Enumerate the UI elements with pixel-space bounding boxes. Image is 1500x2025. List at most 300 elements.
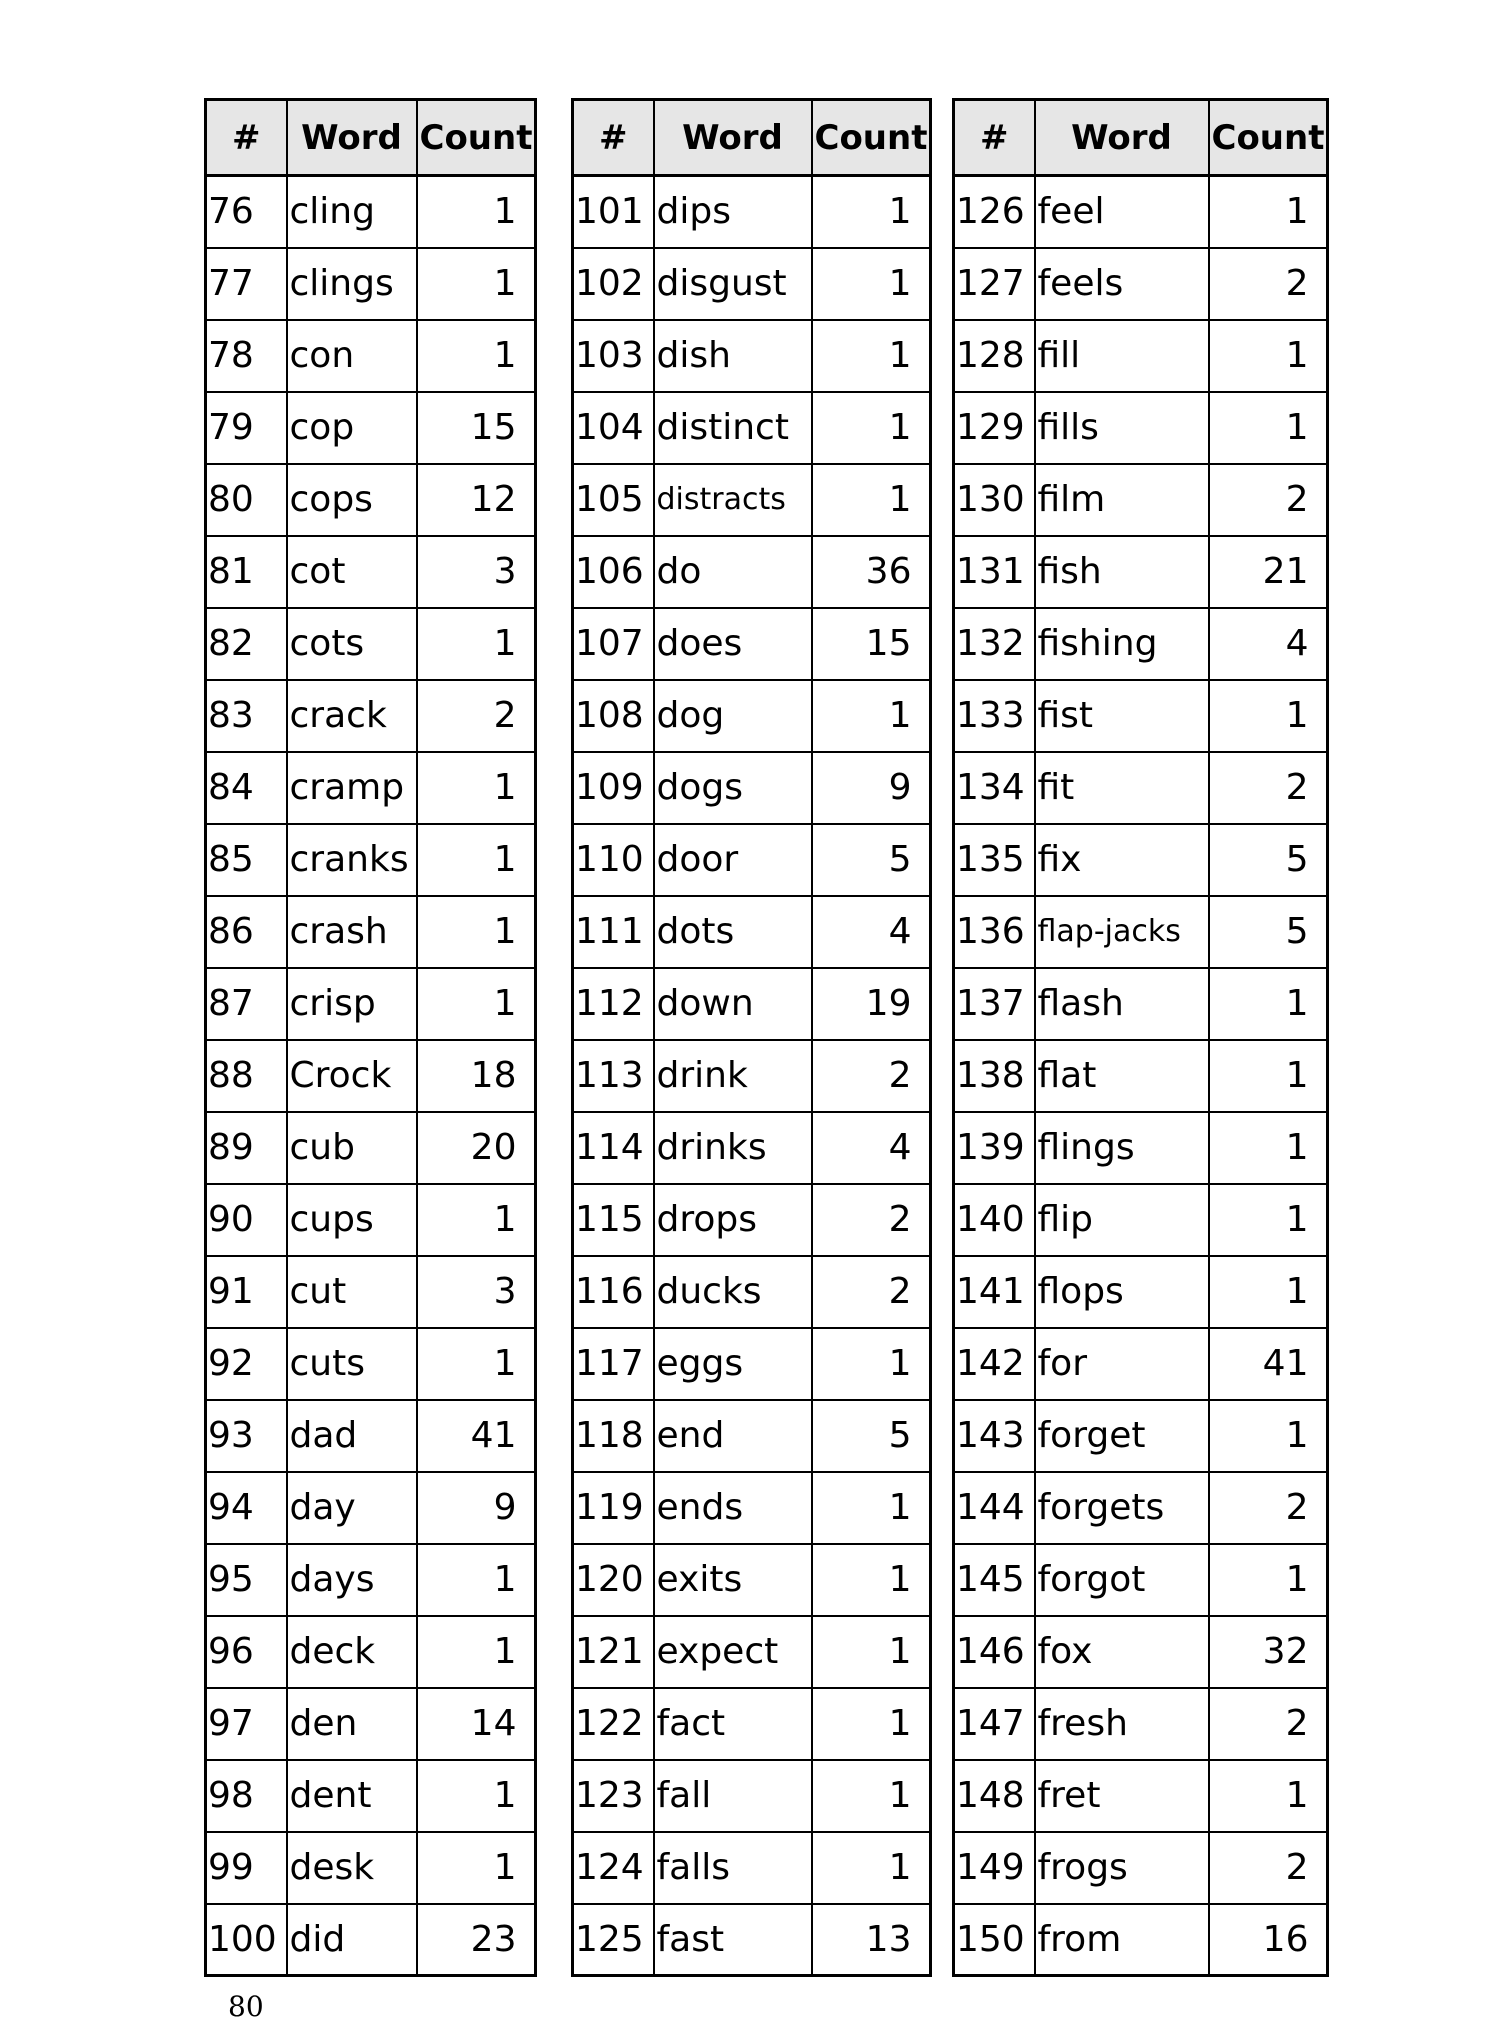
table-row xyxy=(954,176,1328,248)
word-cell: flat xyxy=(1035,1040,1209,1112)
table-row xyxy=(573,968,931,1040)
word-cell: dogs xyxy=(654,752,812,824)
word-cell: cling xyxy=(287,176,417,248)
count-cell: 1 xyxy=(812,1544,931,1616)
count-cell: 2 xyxy=(1209,248,1328,320)
table-row xyxy=(573,896,931,968)
row-number-cell: 150 xyxy=(954,1904,1035,1976)
row-number-cell: 97 xyxy=(206,1688,287,1760)
row-number-cell: 103 xyxy=(573,320,654,392)
word-cell: crash xyxy=(287,896,417,968)
count-cell: 1 xyxy=(417,752,536,824)
word-cell: cub xyxy=(287,1112,417,1184)
table-row xyxy=(573,1400,931,1472)
table-row xyxy=(573,176,931,248)
count-cell: 2 xyxy=(1209,1472,1328,1544)
table-row xyxy=(954,1184,1328,1256)
row-number-cell: 106 xyxy=(573,536,654,608)
row-number-cell: 101 xyxy=(573,176,654,248)
table-row xyxy=(954,752,1328,824)
count-cell: 1 xyxy=(1209,1544,1328,1616)
count-cell: 1 xyxy=(417,1328,536,1400)
row-number-cell: 93 xyxy=(206,1400,287,1472)
table-row xyxy=(206,1616,536,1688)
table-row xyxy=(573,752,931,824)
count-cell: 1 xyxy=(417,1832,536,1904)
word-cell: do xyxy=(654,536,812,608)
word-cell: cops xyxy=(287,464,417,536)
count-cell: 4 xyxy=(812,1112,931,1184)
word-cell: from xyxy=(1035,1904,1209,1976)
row-number-cell: 94 xyxy=(206,1472,287,1544)
row-number-cell: 122 xyxy=(573,1688,654,1760)
row-number-cell: 113 xyxy=(573,1040,654,1112)
row-number-cell: 83 xyxy=(206,680,287,752)
word-cell: crisp xyxy=(287,968,417,1040)
row-number-cell: 89 xyxy=(206,1112,287,1184)
word-cell: cots xyxy=(287,608,417,680)
count-cell: 2 xyxy=(812,1040,931,1112)
count-cell: 1 xyxy=(812,176,931,248)
column-header-word: Word xyxy=(654,100,812,176)
word-cell: exits xyxy=(654,1544,812,1616)
table-row xyxy=(573,1328,931,1400)
word-cell: dots xyxy=(654,896,812,968)
table-row xyxy=(206,1256,536,1328)
word-cell: feel xyxy=(1035,176,1209,248)
row-number-cell: 140 xyxy=(954,1184,1035,1256)
table-row xyxy=(206,1184,536,1256)
row-number-cell: 118 xyxy=(573,1400,654,1472)
row-number-cell: 88 xyxy=(206,1040,287,1112)
count-cell: 18 xyxy=(417,1040,536,1112)
word-cell: drink xyxy=(654,1040,812,1112)
column-header-num: # xyxy=(573,100,654,176)
table-row xyxy=(206,1400,536,1472)
word-cell: dad xyxy=(287,1400,417,1472)
table-row xyxy=(206,1760,536,1832)
table-row xyxy=(206,1544,536,1616)
word-cell: distinct xyxy=(654,392,812,464)
table-row xyxy=(954,1904,1328,1976)
table-row xyxy=(954,248,1328,320)
row-number-cell: 128 xyxy=(954,320,1035,392)
table-row xyxy=(206,1472,536,1544)
table-row xyxy=(206,752,536,824)
count-cell: 9 xyxy=(417,1472,536,1544)
row-number-cell: 126 xyxy=(954,176,1035,248)
column-header-count: Count xyxy=(1209,100,1328,176)
word-cell: fist xyxy=(1035,680,1209,752)
count-cell: 5 xyxy=(812,824,931,896)
table-row xyxy=(573,320,931,392)
row-number-cell: 80 xyxy=(206,464,287,536)
table-row xyxy=(954,608,1328,680)
row-number-cell: 105 xyxy=(573,464,654,536)
table-row xyxy=(954,1616,1328,1688)
count-cell: 1 xyxy=(417,248,536,320)
column-header-num: # xyxy=(954,100,1035,176)
count-cell: 1 xyxy=(812,392,931,464)
count-cell: 1 xyxy=(1209,1400,1328,1472)
table-row xyxy=(954,1688,1328,1760)
page-number: 80 xyxy=(228,1990,264,2023)
count-cell: 12 xyxy=(417,464,536,536)
row-number-cell: 120 xyxy=(573,1544,654,1616)
count-cell: 1 xyxy=(417,320,536,392)
count-cell: 1 xyxy=(417,1544,536,1616)
table-row xyxy=(573,464,931,536)
row-number-cell: 99 xyxy=(206,1832,287,1904)
table-row xyxy=(206,464,536,536)
word-count-table-3 xyxy=(952,98,1329,1977)
row-number-cell: 92 xyxy=(206,1328,287,1400)
word-cell: eggs xyxy=(654,1328,812,1400)
word-cell: frogs xyxy=(1035,1832,1209,1904)
table-row xyxy=(573,536,931,608)
row-number-cell: 111 xyxy=(573,896,654,968)
table-row xyxy=(954,824,1328,896)
count-cell: 1 xyxy=(1209,968,1328,1040)
count-cell: 5 xyxy=(812,1400,931,1472)
word-cell: cut xyxy=(287,1256,417,1328)
table-row xyxy=(954,1040,1328,1112)
count-cell: 1 xyxy=(812,1760,931,1832)
row-number-cell: 115 xyxy=(573,1184,654,1256)
row-number-cell: 112 xyxy=(573,968,654,1040)
row-number-cell: 121 xyxy=(573,1616,654,1688)
count-cell: 1 xyxy=(417,824,536,896)
row-number-cell: 139 xyxy=(954,1112,1035,1184)
count-cell: 19 xyxy=(812,968,931,1040)
word-cell: cramp xyxy=(287,752,417,824)
column-header-word: Word xyxy=(287,100,417,176)
count-cell: 1 xyxy=(417,896,536,968)
row-number-cell: 136 xyxy=(954,896,1035,968)
table-header-row xyxy=(206,100,536,176)
count-cell: 4 xyxy=(812,896,931,968)
row-number-cell: 123 xyxy=(573,1760,654,1832)
count-cell: 2 xyxy=(1209,1832,1328,1904)
table-row xyxy=(206,896,536,968)
table-row xyxy=(954,1760,1328,1832)
table-header-row xyxy=(573,100,931,176)
table-row xyxy=(573,824,931,896)
row-number-cell: 143 xyxy=(954,1400,1035,1472)
row-number-cell: 142 xyxy=(954,1328,1035,1400)
table-row xyxy=(573,1184,931,1256)
row-number-cell: 133 xyxy=(954,680,1035,752)
word-cell: fret xyxy=(1035,1760,1209,1832)
table-row xyxy=(206,248,536,320)
count-cell: 1 xyxy=(812,1616,931,1688)
table-row xyxy=(573,1112,931,1184)
row-number-cell: 146 xyxy=(954,1616,1035,1688)
count-cell: 1 xyxy=(812,1472,931,1544)
count-cell: 2 xyxy=(1209,752,1328,824)
count-cell: 13 xyxy=(812,1904,931,1976)
word-cell: disgust xyxy=(654,248,812,320)
table-row xyxy=(573,1544,931,1616)
count-cell: 1 xyxy=(1209,1112,1328,1184)
table-row xyxy=(206,392,536,464)
table-row xyxy=(954,896,1328,968)
word-cell: den xyxy=(287,1688,417,1760)
count-cell: 1 xyxy=(812,1832,931,1904)
table-row xyxy=(573,1832,931,1904)
row-number-cell: 104 xyxy=(573,392,654,464)
count-cell: 15 xyxy=(812,608,931,680)
table-row xyxy=(573,248,931,320)
count-cell: 1 xyxy=(812,1688,931,1760)
count-cell: 2 xyxy=(1209,464,1328,536)
row-number-cell: 147 xyxy=(954,1688,1035,1760)
word-cell: ducks xyxy=(654,1256,812,1328)
count-cell: 5 xyxy=(1209,896,1328,968)
word-cell: falls xyxy=(654,1832,812,1904)
count-cell: 3 xyxy=(417,1256,536,1328)
row-number-cell: 81 xyxy=(206,536,287,608)
word-cell: cop xyxy=(287,392,417,464)
word-cell: fit xyxy=(1035,752,1209,824)
word-cell: deck xyxy=(287,1616,417,1688)
word-cell: flip xyxy=(1035,1184,1209,1256)
word-cell: con xyxy=(287,320,417,392)
row-number-cell: 145 xyxy=(954,1544,1035,1616)
table-row xyxy=(206,1832,536,1904)
table-row xyxy=(206,824,536,896)
row-number-cell: 132 xyxy=(954,608,1035,680)
count-cell: 1 xyxy=(1209,1184,1328,1256)
word-cell: does xyxy=(654,608,812,680)
row-number-cell: 102 xyxy=(573,248,654,320)
word-cell: days xyxy=(287,1544,417,1616)
row-number-cell: 91 xyxy=(206,1256,287,1328)
column-header-count: Count xyxy=(417,100,536,176)
row-number-cell: 100 xyxy=(206,1904,287,1976)
row-number-cell: 107 xyxy=(573,608,654,680)
count-cell: 2 xyxy=(812,1256,931,1328)
table-row xyxy=(573,392,931,464)
count-cell: 32 xyxy=(1209,1616,1328,1688)
word-cell: forget xyxy=(1035,1400,1209,1472)
word-cell: cranks xyxy=(287,824,417,896)
word-cell: dent xyxy=(287,1760,417,1832)
table-row xyxy=(954,1832,1328,1904)
word-count-table-2 xyxy=(571,98,932,1977)
row-number-cell: 131 xyxy=(954,536,1035,608)
count-cell: 4 xyxy=(1209,608,1328,680)
word-cell: dips xyxy=(654,176,812,248)
word-cell: for xyxy=(1035,1328,1209,1400)
word-cell: day xyxy=(287,1472,417,1544)
word-cell: cuts xyxy=(287,1328,417,1400)
count-cell: 1 xyxy=(812,680,931,752)
word-cell: forgets xyxy=(1035,1472,1209,1544)
count-cell: 2 xyxy=(812,1184,931,1256)
table-row xyxy=(954,464,1328,536)
row-number-cell: 114 xyxy=(573,1112,654,1184)
table-row xyxy=(206,680,536,752)
row-number-cell: 134 xyxy=(954,752,1035,824)
word-cell: fact xyxy=(654,1688,812,1760)
table-row xyxy=(206,320,536,392)
table-row xyxy=(573,1040,931,1112)
row-number-cell: 148 xyxy=(954,1760,1035,1832)
count-cell: 16 xyxy=(1209,1904,1328,1976)
count-cell: 23 xyxy=(417,1904,536,1976)
word-cell: flap-jacks xyxy=(1035,896,1209,968)
row-number-cell: 86 xyxy=(206,896,287,968)
word-cell: desk xyxy=(287,1832,417,1904)
row-number-cell: 87 xyxy=(206,968,287,1040)
table-row xyxy=(573,1472,931,1544)
count-cell: 36 xyxy=(812,536,931,608)
word-cell: end xyxy=(654,1400,812,1472)
row-number-cell: 77 xyxy=(206,248,287,320)
column-header-num: # xyxy=(206,100,287,176)
word-cell: ends xyxy=(654,1472,812,1544)
table-row xyxy=(206,608,536,680)
table-row xyxy=(954,392,1328,464)
word-cell: fills xyxy=(1035,392,1209,464)
row-number-cell: 96 xyxy=(206,1616,287,1688)
table-body xyxy=(954,176,1328,1976)
count-cell: 9 xyxy=(812,752,931,824)
word-cell: fix xyxy=(1035,824,1209,896)
count-cell: 1 xyxy=(417,176,536,248)
column-header-count: Count xyxy=(812,100,931,176)
row-number-cell: 138 xyxy=(954,1040,1035,1112)
count-cell: 1 xyxy=(417,1760,536,1832)
row-number-cell: 109 xyxy=(573,752,654,824)
count-cell: 1 xyxy=(417,1616,536,1688)
count-cell: 1 xyxy=(1209,1256,1328,1328)
count-cell: 2 xyxy=(1209,1688,1328,1760)
table-row xyxy=(206,1112,536,1184)
row-number-cell: 119 xyxy=(573,1472,654,1544)
word-cell: drinks xyxy=(654,1112,812,1184)
row-number-cell: 129 xyxy=(954,392,1035,464)
table-row xyxy=(954,1544,1328,1616)
word-count-table-1 xyxy=(204,98,537,1977)
count-cell: 1 xyxy=(1209,392,1328,464)
count-cell: 3 xyxy=(417,536,536,608)
table-row xyxy=(954,680,1328,752)
word-cell: did xyxy=(287,1904,417,1976)
table-row xyxy=(206,1688,536,1760)
table-row xyxy=(954,536,1328,608)
table-row xyxy=(573,680,931,752)
row-number-cell: 90 xyxy=(206,1184,287,1256)
row-number-cell: 85 xyxy=(206,824,287,896)
row-number-cell: 110 xyxy=(573,824,654,896)
table-row xyxy=(954,1328,1328,1400)
row-number-cell: 95 xyxy=(206,1544,287,1616)
count-cell: 1 xyxy=(812,320,931,392)
word-cell: clings xyxy=(287,248,417,320)
count-cell: 1 xyxy=(1209,680,1328,752)
table-row xyxy=(573,1760,931,1832)
word-cell: cot xyxy=(287,536,417,608)
word-cell: cups xyxy=(287,1184,417,1256)
count-cell: 14 xyxy=(417,1688,536,1760)
word-cell: film xyxy=(1035,464,1209,536)
word-cell: flings xyxy=(1035,1112,1209,1184)
row-number-cell: 78 xyxy=(206,320,287,392)
word-cell: dog xyxy=(654,680,812,752)
word-cell: distracts xyxy=(654,464,812,536)
table-row xyxy=(206,968,536,1040)
table-row xyxy=(206,536,536,608)
count-cell: 20 xyxy=(417,1112,536,1184)
count-cell: 2 xyxy=(417,680,536,752)
word-cell: flops xyxy=(1035,1256,1209,1328)
table-row xyxy=(954,1256,1328,1328)
count-cell: 1 xyxy=(417,968,536,1040)
row-number-cell: 141 xyxy=(954,1256,1035,1328)
row-number-cell: 144 xyxy=(954,1472,1035,1544)
count-cell: 1 xyxy=(812,1328,931,1400)
row-number-cell: 116 xyxy=(573,1256,654,1328)
table-header-row xyxy=(954,100,1328,176)
row-number-cell: 135 xyxy=(954,824,1035,896)
row-number-cell: 127 xyxy=(954,248,1035,320)
word-cell: dish xyxy=(654,320,812,392)
table-row xyxy=(954,968,1328,1040)
column-header-word: Word xyxy=(1035,100,1209,176)
row-number-cell: 125 xyxy=(573,1904,654,1976)
row-number-cell: 137 xyxy=(954,968,1035,1040)
row-number-cell: 108 xyxy=(573,680,654,752)
count-cell: 41 xyxy=(417,1400,536,1472)
word-cell: crack xyxy=(287,680,417,752)
table-row xyxy=(206,1328,536,1400)
count-cell: 1 xyxy=(1209,1760,1328,1832)
count-cell: 1 xyxy=(1209,176,1328,248)
word-cell: fishing xyxy=(1035,608,1209,680)
count-cell: 1 xyxy=(417,608,536,680)
table-body xyxy=(206,176,536,1976)
table-row xyxy=(206,1904,536,1976)
row-number-cell: 82 xyxy=(206,608,287,680)
word-cell: fast xyxy=(654,1904,812,1976)
count-cell: 15 xyxy=(417,392,536,464)
count-cell: 1 xyxy=(1209,320,1328,392)
table-row xyxy=(954,1472,1328,1544)
row-number-cell: 130 xyxy=(954,464,1035,536)
table-row xyxy=(954,320,1328,392)
word-cell: down xyxy=(654,968,812,1040)
count-cell: 1 xyxy=(812,248,931,320)
table-body xyxy=(573,176,931,1976)
word-cell: fish xyxy=(1035,536,1209,608)
word-cell: fill xyxy=(1035,320,1209,392)
table-row xyxy=(954,1112,1328,1184)
row-number-cell: 117 xyxy=(573,1328,654,1400)
table-row xyxy=(954,1400,1328,1472)
word-cell: expect xyxy=(654,1616,812,1688)
word-cell: flash xyxy=(1035,968,1209,1040)
table-row xyxy=(573,1688,931,1760)
row-number-cell: 84 xyxy=(206,752,287,824)
table-row xyxy=(573,608,931,680)
table-row xyxy=(573,1616,931,1688)
count-cell: 5 xyxy=(1209,824,1328,896)
word-cell: fresh xyxy=(1035,1688,1209,1760)
word-cell: forgot xyxy=(1035,1544,1209,1616)
row-number-cell: 79 xyxy=(206,392,287,464)
